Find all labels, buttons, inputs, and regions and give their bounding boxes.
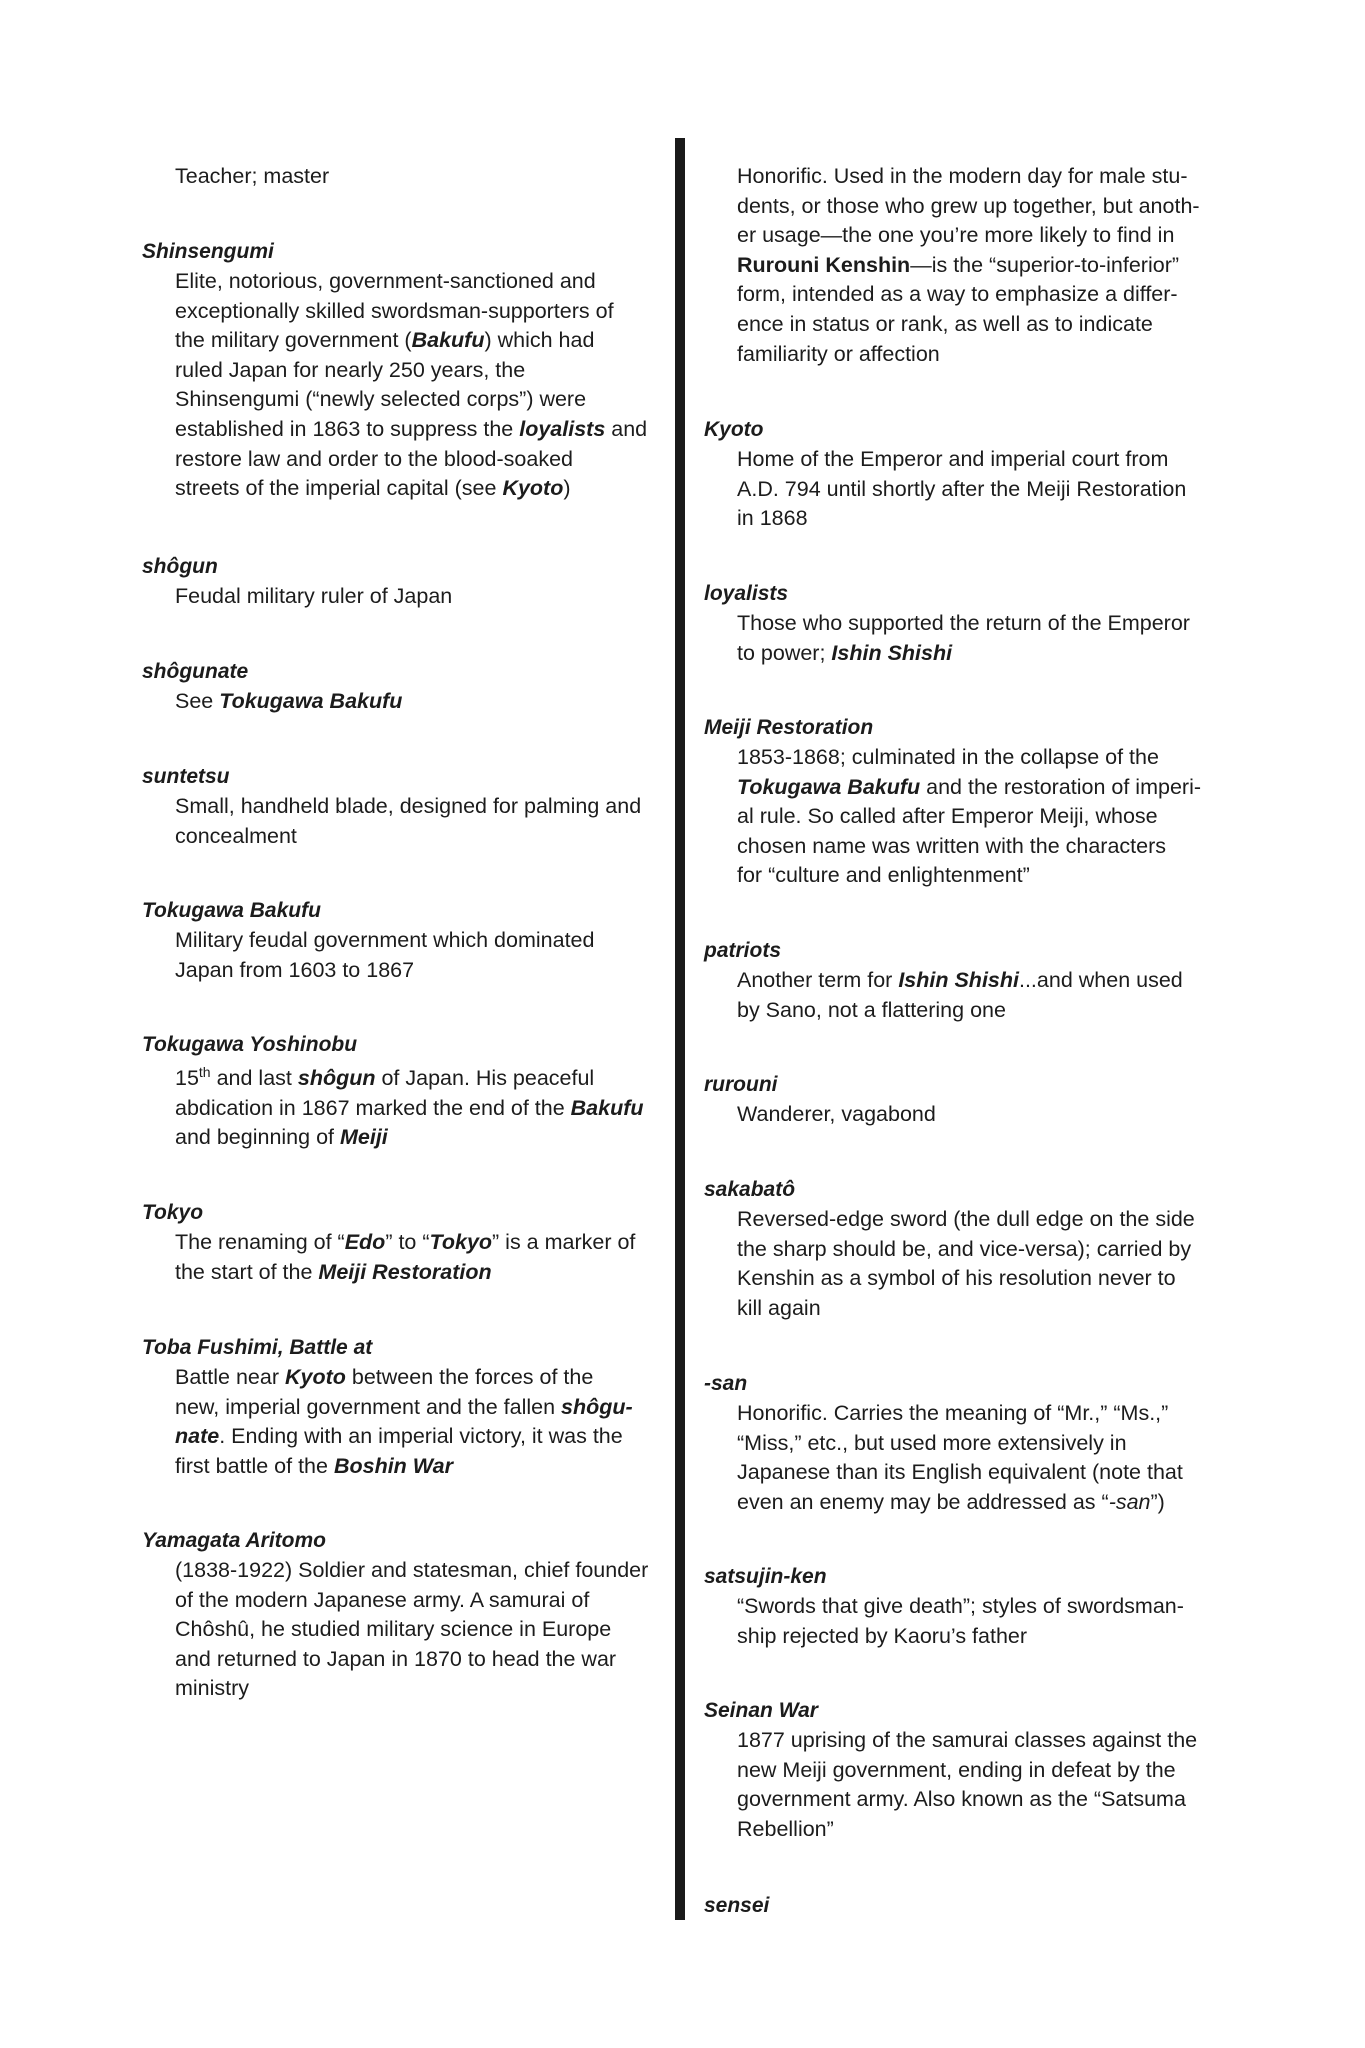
definition: See Tokugawa Bakufu	[175, 689, 403, 713]
definition: The renaming of “Edo” to “Tokyo” is a marker of the start of the Meiji Restoration	[175, 1230, 636, 1284]
glossary-entry-shogun	[142, 552, 662, 612]
definition: Another term for Ishin Shishi...and when used by Sano, not a flattering one	[737, 968, 1183, 1022]
term: patriots	[704, 939, 782, 962]
definition: (1838-1922) Soldier and statesman, chief founder of the modern Japanese army. A samurai of Chôshû, he studied military science in Europe and returned to Japan in 1870 to head the war ministry	[175, 1558, 649, 1701]
glossary-entry-sakabato	[704, 1175, 1244, 1323]
term: suntetsu	[142, 765, 230, 788]
glossary-entry-shinsengumi	[142, 237, 662, 504]
glossary-entry-kun-continued	[704, 162, 1244, 369]
definition: Teacher; master	[175, 164, 330, 188]
glossary-entry-loyalists	[704, 579, 1244, 668]
definition: 1877 uprising of the samurai classes against the new Meiji government, ending in defeat by the government army. Also known as the “Satsuma Rebellion”	[737, 1728, 1198, 1841]
glossary-entry-shogunate	[142, 657, 662, 717]
glossary-entry-san	[704, 1369, 1244, 1517]
definition: 15th and last shôgun of Japan. His peaceful abdication in 1867 marked the end of the Bakufu and beginning of Meiji	[175, 1063, 644, 1150]
glossary-entry-sensei-continued	[142, 162, 662, 192]
term: Yamagata Aritomo	[142, 1529, 326, 1552]
term: sakabatô	[704, 1178, 796, 1201]
definition: Honorific. Used in the modern day for male stu- dents, or those who grew up together, but anoth- er usage—the one you’re more likely to find in Rurouni Kenshin—is the “superior-to-inferior” form, intended as a way to emphasize a differ- ence in status or rank, as well as to indicate familiarity or affection	[737, 164, 1200, 366]
glossary-entry-sensei	[704, 1891, 1244, 1921]
glossary-entry-suntetsu	[142, 762, 662, 851]
definition: “Swords that give death”; styles of swordsman- ship rejected by Kaoru’s father	[737, 1594, 1184, 1648]
definition: Reversed-edge sword (the dull edge on the side the sharp should be, and vice-versa); carried by Kenshin as a symbol of his resolution never to kill again	[737, 1207, 1195, 1320]
definition: Feudal military ruler of Japan	[175, 584, 453, 608]
definition: Honorific. Carries the meaning of “Mr.,” “Ms.,” “Miss,” etc., but used more extensively in Japanese than its English equivalent (note that even an enemy may be addressed as “-san”)	[737, 1401, 1183, 1514]
glossary-entry-rurouni	[704, 1070, 1244, 1130]
term: Tokyo	[142, 1201, 204, 1224]
term: Toba Fushimi, Battle at	[142, 1336, 373, 1359]
definition: Elite, notorious, government-sanctioned and exceptionally skilled swordsman-supporters of the military government (Bakufu) which had ruled Japan for nearly 250 years, the Shinsengumi (“newly selected corps”) were established in 1863 to suppress the loyalists and restore law and order to the blood-soaked streets of the imperial capital (see Kyoto)	[175, 269, 648, 501]
definition: Those who supported the return of the Emperor to power; Ishin Shishi	[737, 611, 1190, 665]
definition: Small, handheld blade, designed for palming and concealment	[175, 794, 642, 848]
definition: 1853-1868; culminated in the collapse of the Tokugawa Bakufu and the restoration of imperi- al rule. So called after Emperor Meiji, whose chosen name was written with the characters for “culture and enlightenment”	[737, 745, 1202, 888]
term: Shinsengumi	[142, 240, 274, 263]
glossary-entry-tokugawa-yoshinobu	[142, 1030, 662, 1153]
term: Meiji Restoration	[704, 716, 874, 739]
term: satsujin-ken	[704, 1565, 827, 1588]
glossary-entry-satsujin-ken	[704, 1562, 1244, 1651]
definition: Wanderer, vagabond	[737, 1102, 936, 1126]
definition: Home of the Emperor and imperial court from A.D. 794 until shortly after the Meiji Restoration in 1868	[737, 447, 1187, 531]
glossary-entry-toba-fushimi	[142, 1333, 662, 1481]
glossary-entry-patriots	[704, 936, 1244, 1025]
column-divider-rule	[675, 138, 685, 1920]
term: shôgunate	[142, 660, 249, 683]
term: Kyoto	[704, 418, 764, 441]
term: Tokugawa Yoshinobu	[142, 1033, 358, 1056]
term: -san	[704, 1372, 748, 1395]
glossary-entry-kyoto	[704, 415, 1244, 534]
glossary-entry-tokyo	[142, 1198, 662, 1287]
glossary-entry-meiji-restoration	[704, 713, 1244, 891]
term: Seinan War	[704, 1699, 818, 1722]
glossary-entry-seinan-war	[704, 1696, 1244, 1844]
glossary-entry-yamagata-aritomo	[142, 1526, 662, 1704]
term: shôgun	[142, 555, 218, 578]
definition: Battle near Kyoto between the forces of the new, imperial government and the fallen shôgu- nate. Ending with an imperial victory, it was the first battle of the Boshin War	[175, 1365, 633, 1478]
term: rurouni	[704, 1073, 778, 1096]
term: loyalists	[704, 582, 789, 605]
term: sensei	[704, 1894, 770, 1917]
term: Tokugawa Bakufu	[142, 899, 321, 922]
definition: Military feudal government which dominated Japan from 1603 to 1867	[175, 928, 595, 982]
glossary-entry-tokugawa-bakufu	[142, 896, 662, 985]
